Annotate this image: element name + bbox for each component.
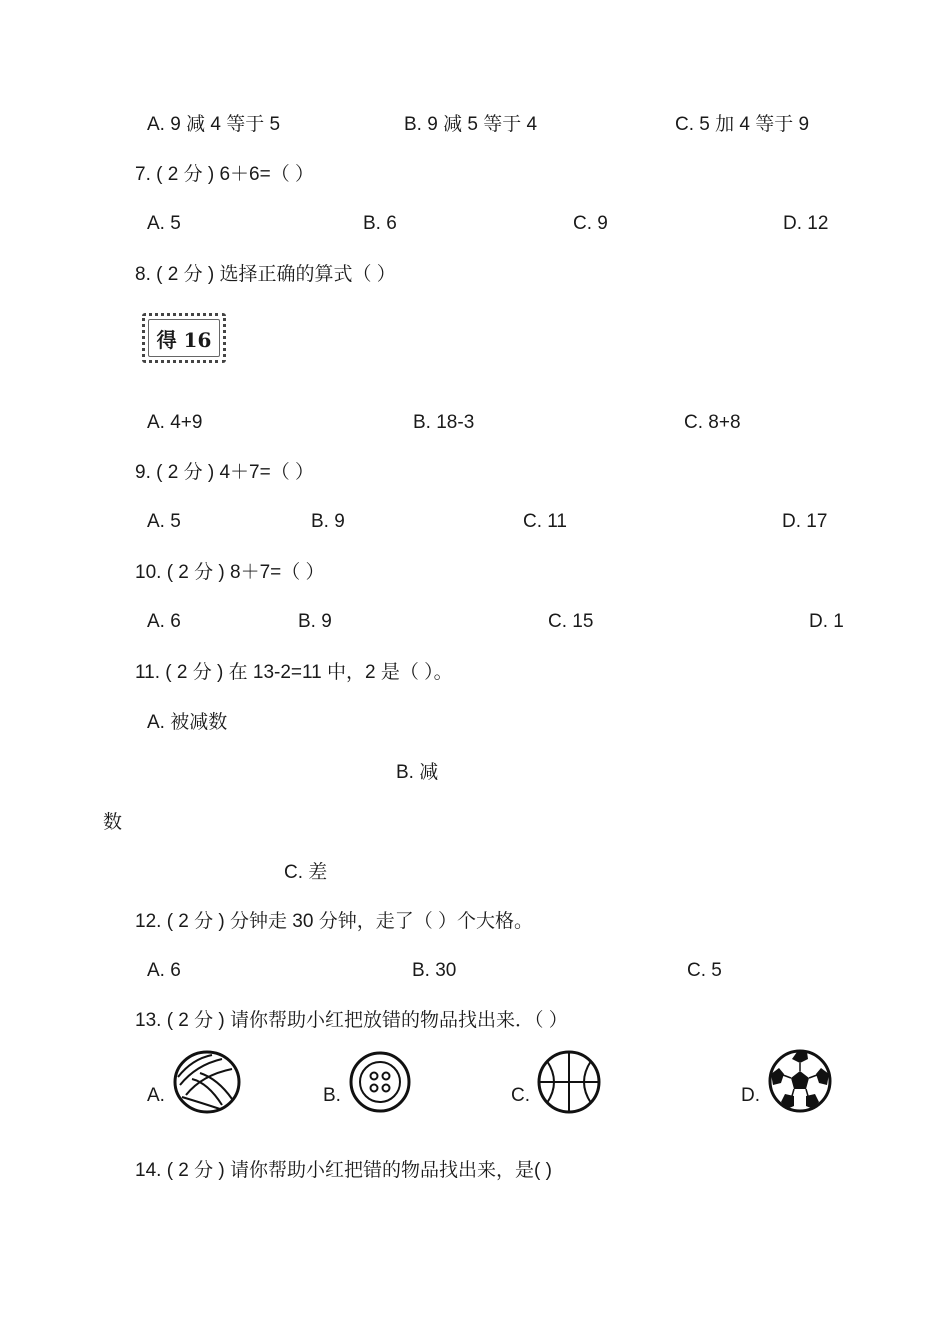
q7-option-d[interactable]: D. 12 (783, 213, 829, 234)
q13-option-d[interactable]: D. (741, 1085, 760, 1106)
q12-stem: 12. ( 2 分 ) 分钟走 30 分钟，走了（ ）个大格。 (135, 911, 533, 932)
volleyball-icon (172, 1049, 242, 1115)
basketball-icon (535, 1049, 603, 1115)
q13-option-c[interactable]: C. (511, 1085, 530, 1106)
q12-option-b[interactable]: B. 30 (412, 960, 457, 981)
q8-stem: 8. ( 2 分 ) 选择正确的算式（ ） (135, 264, 396, 285)
q10-option-d[interactable]: D. 1 (809, 611, 844, 632)
q10-option-a[interactable]: A. 6 (147, 611, 181, 632)
q9-option-b[interactable]: B. 9 (311, 511, 345, 532)
q7-option-b[interactable]: B. 6 (363, 213, 397, 234)
q12-option-c[interactable]: C. 5 (687, 960, 722, 981)
q8-option-b[interactable]: B. 18-3 (413, 412, 475, 433)
q10-option-b[interactable]: B. 9 (298, 611, 332, 632)
q7-stem: 7. ( 2 分 ) 6＋6=（ ） (135, 164, 314, 185)
q14-stem: 14. ( 2 分 ) 请你帮助小红把错的物品找出来，是( ) (135, 1160, 552, 1181)
button-icon (348, 1050, 412, 1114)
soccer-ball-icon (767, 1048, 833, 1114)
q6-option-a[interactable]: A. 9 减 4 等于 5 (147, 114, 281, 135)
q12-option-a[interactable]: A. 6 (147, 960, 181, 981)
q13-option-b[interactable]: B. (323, 1085, 341, 1106)
q11-option-a[interactable]: A. 被减数 (147, 712, 228, 733)
q11-option-b[interactable]: B. 减 (396, 762, 439, 783)
q7-option-a[interactable]: A. 5 (147, 213, 181, 234)
q6-option-b[interactable]: B. 9 减 5 等于 4 (404, 114, 538, 135)
q13-option-a[interactable]: A. (147, 1085, 165, 1106)
q8-option-c[interactable]: C. 8+8 (684, 412, 741, 433)
q8-stamp-label: 得 16 (156, 327, 212, 352)
q8-option-a[interactable]: A. 4+9 (147, 412, 203, 433)
q9-option-d[interactable]: D. 17 (782, 511, 828, 532)
q11-option-c[interactable]: C. 差 (284, 862, 328, 883)
q6-option-c[interactable]: C. 5 加 4 等于 9 (675, 114, 810, 135)
q11-option-b-wrap[interactable]: 数 (103, 812, 123, 833)
q10-stem: 10. ( 2 分 ) 8＋7=（ ） (135, 562, 325, 583)
q11-stem: 11. ( 2 分 ) 在 13-2=11 中，2 是（ ）。 (135, 662, 453, 683)
q9-option-c[interactable]: C. 11 (523, 511, 568, 532)
q9-stem: 9. ( 2 分 ) 4＋7=（ ） (135, 462, 314, 483)
q13-stem: 13. ( 2 分 ) 请你帮助小红把放错的物品找出来．（ ） (135, 1010, 568, 1031)
q8-score-stamp (142, 313, 226, 363)
q7-option-c[interactable]: C. 9 (573, 213, 608, 234)
q10-option-c[interactable]: C. 15 (548, 611, 594, 632)
q9-option-a[interactable]: A. 5 (147, 511, 181, 532)
